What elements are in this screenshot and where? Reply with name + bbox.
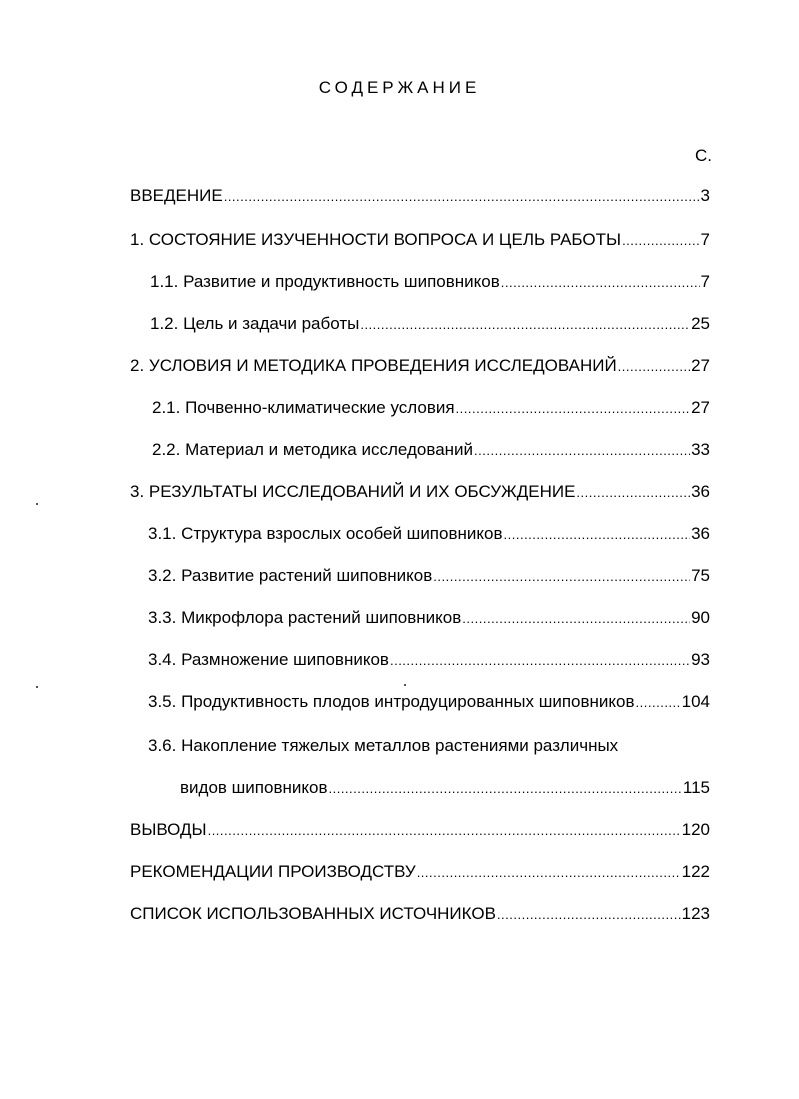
toc-entry-label: 2.2. Материал и методика исследований: [152, 440, 474, 459]
toc-entry-label: СПИСОК ИСПОЛЬЗОВАННЫХ ИСТОЧНИКОВ: [130, 904, 496, 923]
toc-entry-label: ВЫВОДЫ: [130, 820, 207, 839]
toc-entry: [148, 608, 710, 629]
toc-entry-page: 36: [691, 482, 710, 501]
page-title: СОДЕРЖАНИЕ: [318, 78, 481, 97]
toc-entry-page: 90: [691, 608, 710, 627]
toc-entry-label: 2.1. Почвенно-климатические условия: [152, 398, 455, 417]
toc-entry-label: 3.3. Микрофлора растений шиповников: [148, 608, 462, 627]
toc-entry-label: 1.1. Развитие и продуктивность шиповников: [150, 272, 500, 291]
toc-entry-label: 3. РЕЗУЛЬТАТЫ ИССЛЕДОВАНИЙ И ИХ ОБСУЖДЕНИЕ: [130, 482, 576, 501]
toc-entry: [180, 778, 710, 799]
toc-entry-label: ВВЕДЕНИЕ: [130, 186, 223, 205]
dot-leader: [462, 609, 690, 629]
toc-entry-page: 120: [681, 820, 710, 839]
dot-leader: [433, 567, 690, 587]
toc-entry-label: 1.2. Цель и задачи работы: [150, 314, 360, 333]
toc-entry-page: 7: [700, 272, 710, 291]
toc-entry-page: 7: [700, 230, 710, 249]
toc-entry-page: 104: [681, 692, 710, 711]
dot-leader: [504, 525, 691, 545]
toc-entry: [130, 482, 710, 503]
toc-entry-page: 27: [691, 398, 710, 417]
dot-leader: [328, 779, 681, 799]
toc-entry-page: 25: [691, 314, 710, 333]
dot-leader: [360, 315, 690, 335]
toc-entry: [148, 524, 710, 545]
toc-entry-label: 2. УСЛОВИЯ И МЕТОДИКА ПРОВЕДЕНИЯ ИССЛЕДОВАНИЙ: [130, 356, 617, 375]
toc-entry-page: 122: [681, 862, 710, 881]
toc-entry: [130, 862, 710, 883]
toc-entry: [130, 356, 710, 377]
toc-entry: [130, 820, 710, 841]
toc-entry-label: 3.2. Развитие растений шиповников: [148, 566, 433, 585]
toc-entry-page: 75: [691, 566, 710, 585]
dot-leader: [497, 905, 681, 925]
toc-entry: [152, 440, 710, 461]
toc-entry-page: 33: [691, 440, 710, 459]
dot-leader: [576, 483, 690, 503]
toc-entry: [148, 566, 710, 587]
toc-entry: [148, 692, 710, 713]
toc-entry: [130, 904, 710, 925]
toc-entry-page: 27: [691, 356, 710, 375]
dot-leader: [636, 693, 681, 713]
toc-entry-label: 3.5. Продуктивность плодов интродуцированных шиповников: [148, 692, 635, 711]
scan-speck: [404, 684, 406, 686]
dot-leader: [390, 651, 690, 671]
toc-entry: [150, 272, 710, 293]
toc-entry: [150, 314, 710, 335]
toc-entry-page: 93: [691, 650, 710, 669]
toc-entry-continued: [148, 736, 618, 756]
toc-entry-label: РЕКОМЕНДАЦИИ ПРОИЗВОДСТВУ: [130, 862, 416, 881]
dot-leader: [618, 357, 690, 377]
toc-entry-label: 1. СОСТОЯНИЕ ИЗУЧЕННОСТИ ВОПРОСА И ЦЕЛЬ РАБОТЫ: [130, 230, 622, 249]
toc-entry: [148, 650, 710, 671]
dot-leader: [417, 863, 681, 883]
dot-leader: [456, 399, 691, 419]
toc-entry: [152, 398, 710, 419]
scan-speck: [36, 686, 38, 688]
toc-entry-page: 123: [681, 904, 710, 923]
dot-leader: [474, 441, 690, 461]
toc-entry-page: 3: [700, 186, 710, 205]
toc-entry-label: 3.1. Структура взрослых особей шиповников: [148, 524, 503, 543]
toc-entry: [130, 230, 710, 251]
dot-leader: [501, 273, 700, 293]
dot-leader: [208, 821, 681, 841]
toc-entry-label: видов шиповников: [180, 778, 328, 797]
page-column-label: С.: [695, 146, 712, 165]
toc-entry: [130, 186, 710, 207]
dot-leader: [622, 231, 699, 251]
toc-entry-page: 36: [691, 524, 710, 543]
toc-entry-label: 3.6. Накопление тяжелых металлов растениями различных: [148, 736, 619, 755]
toc-entry-label: 3.4. Размножение шиповников: [148, 650, 389, 669]
dot-leader: [224, 187, 700, 207]
scan-speck: [36, 503, 38, 505]
toc-entry-page: 115: [682, 778, 710, 797]
